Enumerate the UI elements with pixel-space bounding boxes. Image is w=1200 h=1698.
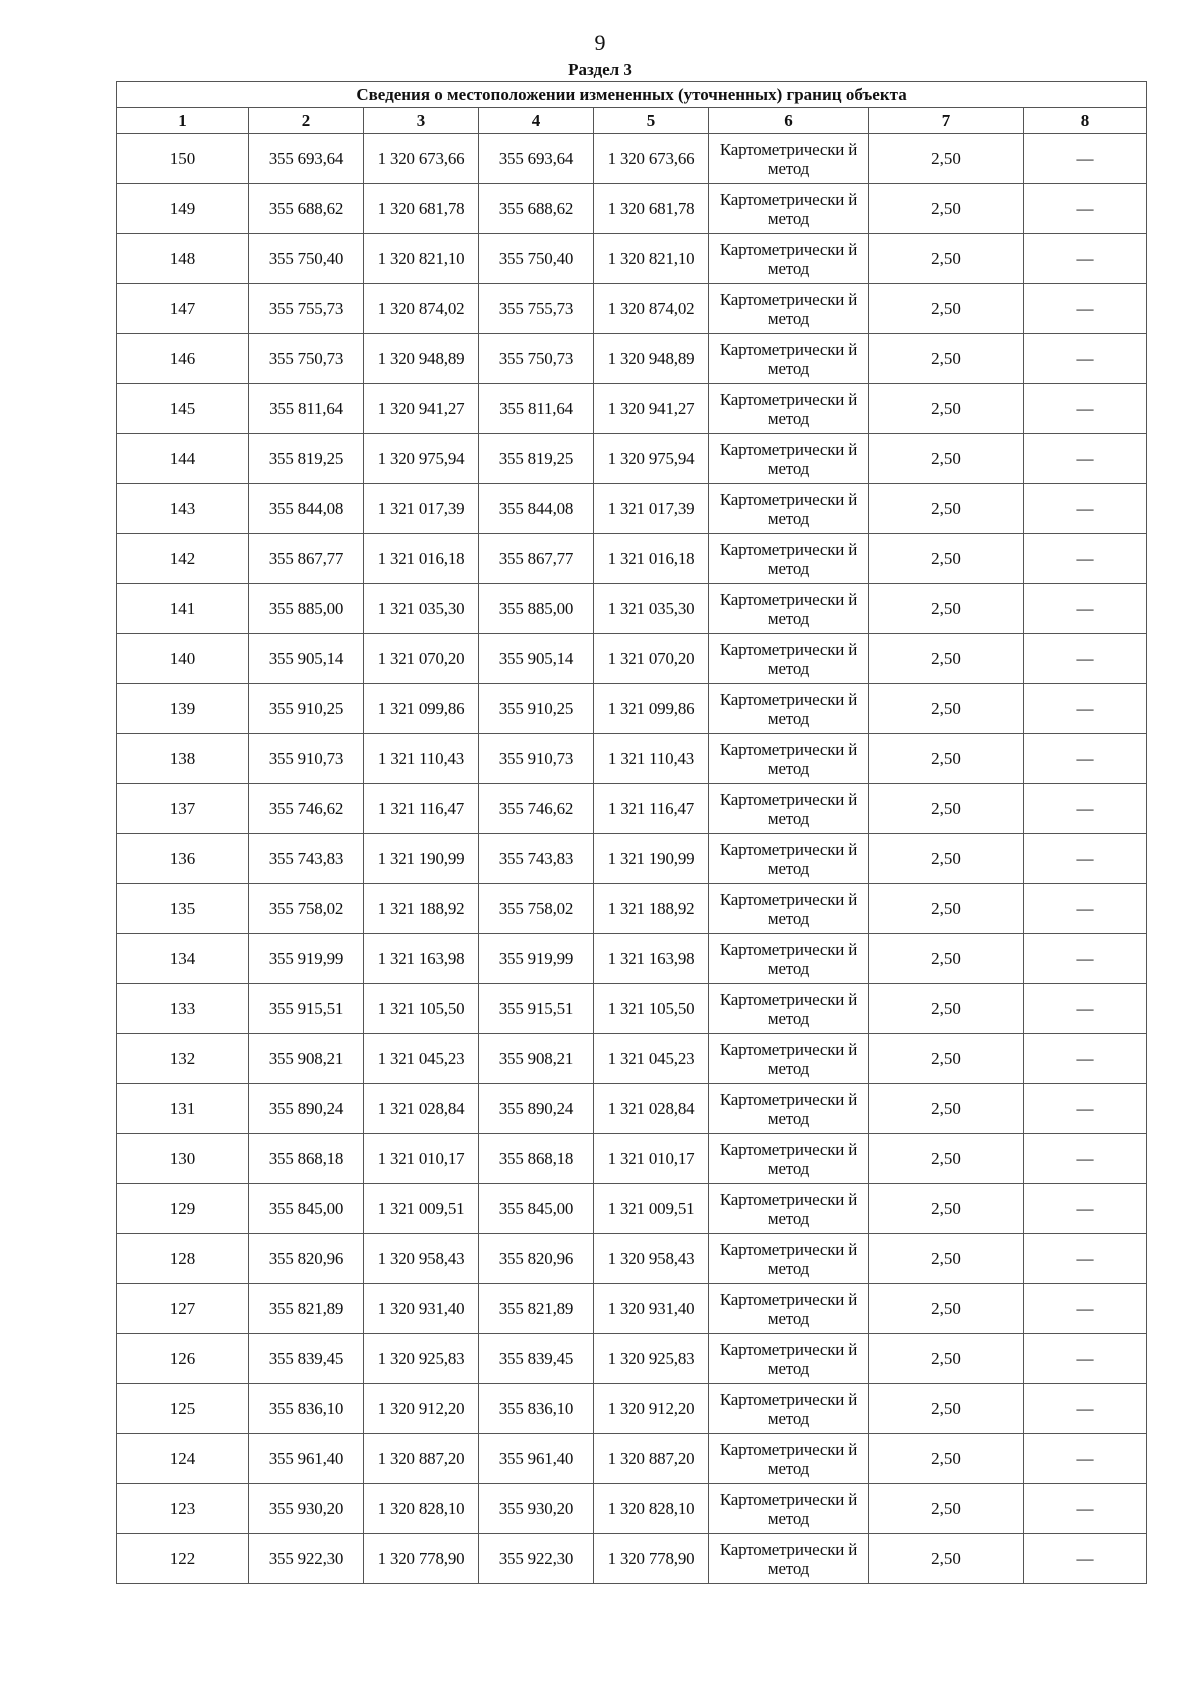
y-refined-cell: 1 320 941,27 [594, 384, 709, 434]
y-existing-cell: 1 320 925,83 [364, 1334, 479, 1384]
point-number-cell: 131 [117, 1084, 249, 1134]
y-refined-cell: 1 321 070,20 [594, 634, 709, 684]
accuracy-cell: 2,50 [869, 534, 1024, 584]
y-refined-cell: 1 320 828,10 [594, 1484, 709, 1534]
x-existing-cell: 355 910,25 [249, 684, 364, 734]
description-cell: — [1024, 784, 1147, 834]
x-refined-cell: 355 755,73 [479, 284, 594, 334]
y-existing-cell: 1 320 948,89 [364, 334, 479, 384]
accuracy-cell: 2,50 [869, 1484, 1024, 1534]
y-existing-cell: 1 320 821,10 [364, 234, 479, 284]
x-refined-cell: 355 919,99 [479, 934, 594, 984]
table-row [117, 1034, 1147, 1084]
description-cell: — [1024, 234, 1147, 284]
y-existing-cell: 1 321 010,17 [364, 1134, 479, 1184]
table-row [117, 534, 1147, 584]
description-cell: — [1024, 334, 1147, 384]
x-refined-cell: 355 885,00 [479, 584, 594, 634]
y-existing-cell: 1 320 874,02 [364, 284, 479, 334]
y-existing-cell: 1 321 163,98 [364, 934, 479, 984]
point-number-cell: 132 [117, 1034, 249, 1084]
x-existing-cell: 355 961,40 [249, 1434, 364, 1484]
x-existing-cell: 355 758,02 [249, 884, 364, 934]
table-row [117, 184, 1147, 234]
column-number-header: 8 [1024, 108, 1147, 134]
boundary-coordinates-table [116, 81, 1147, 1584]
method-cell: Картометрически й метод [709, 684, 869, 734]
x-refined-cell: 355 821,89 [479, 1284, 594, 1334]
table-row [117, 1484, 1147, 1534]
table-row [117, 734, 1147, 784]
y-existing-cell: 1 321 116,47 [364, 784, 479, 834]
description-cell: — [1024, 484, 1147, 534]
description-cell: — [1024, 284, 1147, 334]
description-cell: — [1024, 1034, 1147, 1084]
description-cell: — [1024, 1284, 1147, 1334]
point-number-cell: 126 [117, 1334, 249, 1384]
method-cell: Картометрически й метод [709, 234, 869, 284]
accuracy-cell: 2,50 [869, 934, 1024, 984]
accuracy-cell: 2,50 [869, 284, 1024, 334]
x-existing-cell: 355 905,14 [249, 634, 364, 684]
y-refined-cell: 1 320 681,78 [594, 184, 709, 234]
y-existing-cell: 1 320 975,94 [364, 434, 479, 484]
table-row [117, 634, 1147, 684]
table-row [117, 434, 1147, 484]
x-existing-cell: 355 811,64 [249, 384, 364, 434]
x-existing-cell: 355 845,00 [249, 1184, 364, 1234]
x-refined-cell: 355 820,96 [479, 1234, 594, 1284]
description-cell: — [1024, 1234, 1147, 1284]
point-number-cell: 122 [117, 1534, 249, 1584]
accuracy-cell: 2,50 [869, 434, 1024, 484]
y-refined-cell: 1 321 163,98 [594, 934, 709, 984]
table-row [117, 284, 1147, 334]
x-refined-cell: 355 844,08 [479, 484, 594, 534]
accuracy-cell: 2,50 [869, 184, 1024, 234]
accuracy-cell: 2,50 [869, 1534, 1024, 1584]
point-number-cell: 139 [117, 684, 249, 734]
method-cell: Картометрически й метод [709, 1434, 869, 1484]
table-row [117, 1284, 1147, 1334]
y-refined-cell: 1 321 009,51 [594, 1184, 709, 1234]
y-refined-cell: 1 321 110,43 [594, 734, 709, 784]
x-refined-cell: 355 910,25 [479, 684, 594, 734]
y-existing-cell: 1 320 912,20 [364, 1384, 479, 1434]
x-refined-cell: 355 868,18 [479, 1134, 594, 1184]
x-existing-cell: 355 743,83 [249, 834, 364, 884]
x-existing-cell: 355 819,25 [249, 434, 364, 484]
x-existing-cell: 355 908,21 [249, 1034, 364, 1084]
y-refined-cell: 1 320 931,40 [594, 1284, 709, 1334]
column-number-header: 7 [869, 108, 1024, 134]
y-existing-cell: 1 321 070,20 [364, 634, 479, 684]
y-refined-cell: 1 321 105,50 [594, 984, 709, 1034]
y-existing-cell: 1 320 673,66 [364, 134, 479, 184]
description-cell: — [1024, 434, 1147, 484]
y-refined-cell: 1 321 028,84 [594, 1084, 709, 1134]
point-number-cell: 133 [117, 984, 249, 1034]
x-refined-cell: 355 758,02 [479, 884, 594, 934]
description-cell: — [1024, 1084, 1147, 1134]
table-row [117, 784, 1147, 834]
y-refined-cell: 1 321 045,23 [594, 1034, 709, 1084]
y-refined-cell: 1 320 925,83 [594, 1334, 709, 1384]
point-number-cell: 138 [117, 734, 249, 784]
method-cell: Картометрически й метод [709, 784, 869, 834]
table-row [117, 684, 1147, 734]
x-refined-cell: 355 746,62 [479, 784, 594, 834]
table-row [117, 384, 1147, 434]
y-refined-cell: 1 320 887,20 [594, 1434, 709, 1484]
point-number-cell: 141 [117, 584, 249, 634]
description-cell: — [1024, 1184, 1147, 1234]
x-existing-cell: 355 844,08 [249, 484, 364, 534]
y-existing-cell: 1 320 958,43 [364, 1234, 479, 1284]
y-refined-cell: 1 321 010,17 [594, 1134, 709, 1184]
description-cell: — [1024, 984, 1147, 1034]
table-row [117, 1234, 1147, 1284]
y-existing-cell: 1 321 099,86 [364, 684, 479, 734]
table-row [117, 1084, 1147, 1134]
x-refined-cell: 355 922,30 [479, 1534, 594, 1584]
point-number-cell: 135 [117, 884, 249, 934]
table-row [117, 1184, 1147, 1234]
x-existing-cell: 355 746,62 [249, 784, 364, 834]
x-existing-cell: 355 915,51 [249, 984, 364, 1034]
table-row [117, 1334, 1147, 1384]
page-number: 9 [594, 30, 606, 55]
section-title: Раздел 3 [568, 60, 632, 79]
y-existing-cell: 1 321 105,50 [364, 984, 479, 1034]
method-cell: Картометрически й метод [709, 1234, 869, 1284]
method-cell: Картометрически й метод [709, 834, 869, 884]
method-cell: Картометрически й метод [709, 934, 869, 984]
accuracy-cell: 2,50 [869, 1084, 1024, 1134]
accuracy-cell: 2,50 [869, 1384, 1024, 1434]
x-refined-cell: 355 905,14 [479, 634, 594, 684]
y-refined-cell: 1 321 017,39 [594, 484, 709, 534]
accuracy-cell: 2,50 [869, 1284, 1024, 1334]
description-cell: — [1024, 384, 1147, 434]
table-row [117, 1534, 1147, 1584]
point-number-cell: 142 [117, 534, 249, 584]
y-existing-cell: 1 321 009,51 [364, 1184, 479, 1234]
x-existing-cell: 355 750,73 [249, 334, 364, 384]
y-refined-cell: 1 320 778,90 [594, 1534, 709, 1584]
method-cell: Картометрически й метод [709, 1334, 869, 1384]
accuracy-cell: 2,50 [869, 834, 1024, 884]
method-cell: Картометрически й метод [709, 1384, 869, 1434]
y-refined-cell: 1 320 821,10 [594, 234, 709, 284]
accuracy-cell: 2,50 [869, 1034, 1024, 1084]
table-row [117, 1134, 1147, 1184]
table-row [117, 334, 1147, 384]
x-existing-cell: 355 890,24 [249, 1084, 364, 1134]
point-number-cell: 140 [117, 634, 249, 684]
y-existing-cell: 1 320 887,20 [364, 1434, 479, 1484]
point-number-cell: 144 [117, 434, 249, 484]
y-existing-cell: 1 321 045,23 [364, 1034, 479, 1084]
table-row [117, 834, 1147, 884]
method-cell: Картометрически й метод [709, 1284, 869, 1334]
table-caption: Сведения о местоположении измененных (уточненных) границ объекта [117, 82, 1147, 108]
method-cell: Картометрически й метод [709, 884, 869, 934]
y-refined-cell: 1 320 958,43 [594, 1234, 709, 1284]
y-refined-cell: 1 321 116,47 [594, 784, 709, 834]
method-cell: Картометрически й метод [709, 284, 869, 334]
x-existing-cell: 355 922,30 [249, 1534, 364, 1584]
accuracy-cell: 2,50 [869, 734, 1024, 784]
point-number-cell: 148 [117, 234, 249, 284]
y-existing-cell: 1 321 016,18 [364, 534, 479, 584]
y-refined-cell: 1 321 099,86 [594, 684, 709, 734]
table-body [117, 134, 1147, 1584]
point-number-cell: 125 [117, 1384, 249, 1434]
y-refined-cell: 1 321 188,92 [594, 884, 709, 934]
description-cell: — [1024, 134, 1147, 184]
point-number-cell: 124 [117, 1434, 249, 1484]
x-existing-cell: 355 820,96 [249, 1234, 364, 1284]
point-number-cell: 129 [117, 1184, 249, 1234]
method-cell: Картометрически й метод [709, 584, 869, 634]
x-refined-cell: 355 915,51 [479, 984, 594, 1034]
description-cell: — [1024, 834, 1147, 884]
x-existing-cell: 355 750,40 [249, 234, 364, 284]
method-cell: Картометрически й метод [709, 534, 869, 584]
y-refined-cell: 1 320 874,02 [594, 284, 709, 334]
column-number-header: 2 [249, 108, 364, 134]
x-refined-cell: 355 750,40 [479, 234, 594, 284]
x-existing-cell: 355 885,00 [249, 584, 364, 634]
x-existing-cell: 355 755,73 [249, 284, 364, 334]
method-cell: Картометрически й метод [709, 1134, 869, 1184]
method-cell: Картометрически й метод [709, 634, 869, 684]
accuracy-cell: 2,50 [869, 584, 1024, 634]
point-number-cell: 136 [117, 834, 249, 884]
description-cell: — [1024, 1134, 1147, 1184]
accuracy-cell: 2,50 [869, 334, 1024, 384]
method-cell: Картометрически й метод [709, 1034, 869, 1084]
x-refined-cell: 355 693,64 [479, 134, 594, 184]
y-existing-cell: 1 321 110,43 [364, 734, 479, 784]
method-cell: Картометрически й метод [709, 1184, 869, 1234]
description-cell: — [1024, 1334, 1147, 1384]
method-cell: Картометрически й метод [709, 484, 869, 534]
method-cell: Картометрически й метод [709, 434, 869, 484]
x-refined-cell: 355 819,25 [479, 434, 594, 484]
accuracy-cell: 2,50 [869, 634, 1024, 684]
table-row [117, 234, 1147, 284]
description-cell: — [1024, 734, 1147, 784]
table-row [117, 884, 1147, 934]
y-refined-cell: 1 320 975,94 [594, 434, 709, 484]
y-refined-cell: 1 320 912,20 [594, 1384, 709, 1434]
y-existing-cell: 1 321 190,99 [364, 834, 479, 884]
accuracy-cell: 2,50 [869, 134, 1024, 184]
y-existing-cell: 1 320 828,10 [364, 1484, 479, 1534]
column-number-header: 1 [117, 108, 249, 134]
column-number-header: 5 [594, 108, 709, 134]
y-existing-cell: 1 321 028,84 [364, 1084, 479, 1134]
accuracy-cell: 2,50 [869, 1134, 1024, 1184]
y-refined-cell: 1 320 673,66 [594, 134, 709, 184]
method-cell: Картометрически й метод [709, 384, 869, 434]
accuracy-cell: 2,50 [869, 1184, 1024, 1234]
point-number-cell: 143 [117, 484, 249, 534]
method-cell: Картометрически й метод [709, 984, 869, 1034]
column-number-header: 3 [364, 108, 479, 134]
method-cell: Картометрически й метод [709, 1534, 869, 1584]
method-cell: Картометрически й метод [709, 334, 869, 384]
x-existing-cell: 355 839,45 [249, 1334, 364, 1384]
y-existing-cell: 1 321 188,92 [364, 884, 479, 934]
x-refined-cell: 355 743,83 [479, 834, 594, 884]
x-refined-cell: 355 908,21 [479, 1034, 594, 1084]
method-cell: Картометрически й метод [709, 184, 869, 234]
table-row [117, 584, 1147, 634]
x-existing-cell: 355 688,62 [249, 184, 364, 234]
point-number-cell: 128 [117, 1234, 249, 1284]
x-refined-cell: 355 890,24 [479, 1084, 594, 1134]
table-row [117, 1434, 1147, 1484]
description-cell: — [1024, 534, 1147, 584]
y-existing-cell: 1 320 778,90 [364, 1534, 479, 1584]
point-number-cell: 146 [117, 334, 249, 384]
accuracy-cell: 2,50 [869, 1234, 1024, 1284]
x-refined-cell: 355 961,40 [479, 1434, 594, 1484]
x-refined-cell: 355 836,10 [479, 1384, 594, 1434]
x-refined-cell: 355 839,45 [479, 1334, 594, 1384]
x-refined-cell: 355 750,73 [479, 334, 594, 384]
table-row [117, 484, 1147, 534]
point-number-cell: 150 [117, 134, 249, 184]
x-existing-cell: 355 821,89 [249, 1284, 364, 1334]
x-existing-cell: 355 867,77 [249, 534, 364, 584]
table-row [117, 1384, 1147, 1434]
accuracy-cell: 2,50 [869, 984, 1024, 1034]
table-row [117, 934, 1147, 984]
point-number-cell: 134 [117, 934, 249, 984]
accuracy-cell: 2,50 [869, 784, 1024, 834]
table-row [117, 134, 1147, 184]
table-caption-row [117, 82, 1147, 108]
description-cell: — [1024, 184, 1147, 234]
accuracy-cell: 2,50 [869, 1434, 1024, 1484]
table-row [117, 984, 1147, 1034]
description-cell: — [1024, 684, 1147, 734]
description-cell: — [1024, 1534, 1147, 1584]
x-existing-cell: 355 836,10 [249, 1384, 364, 1434]
x-refined-cell: 355 845,00 [479, 1184, 594, 1234]
y-refined-cell: 1 320 948,89 [594, 334, 709, 384]
description-cell: — [1024, 1384, 1147, 1434]
x-refined-cell: 355 930,20 [479, 1484, 594, 1534]
description-cell: — [1024, 934, 1147, 984]
column-number-header: 6 [709, 108, 869, 134]
accuracy-cell: 2,50 [869, 1334, 1024, 1384]
description-cell: — [1024, 1434, 1147, 1484]
point-number-cell: 145 [117, 384, 249, 434]
y-existing-cell: 1 320 941,27 [364, 384, 479, 434]
method-cell: Картометрически й метод [709, 1084, 869, 1134]
x-existing-cell: 355 693,64 [249, 134, 364, 184]
point-number-cell: 127 [117, 1284, 249, 1334]
method-cell: Картометрически й метод [709, 734, 869, 784]
column-number-row [117, 108, 1147, 134]
point-number-cell: 149 [117, 184, 249, 234]
point-number-cell: 123 [117, 1484, 249, 1534]
description-cell: — [1024, 634, 1147, 684]
x-refined-cell: 355 910,73 [479, 734, 594, 784]
y-existing-cell: 1 320 931,40 [364, 1284, 479, 1334]
column-number-header: 4 [479, 108, 594, 134]
y-refined-cell: 1 321 190,99 [594, 834, 709, 884]
y-refined-cell: 1 321 016,18 [594, 534, 709, 584]
accuracy-cell: 2,50 [869, 234, 1024, 284]
x-refined-cell: 355 811,64 [479, 384, 594, 434]
y-existing-cell: 1 321 017,39 [364, 484, 479, 534]
y-refined-cell: 1 321 035,30 [594, 584, 709, 634]
x-existing-cell: 355 910,73 [249, 734, 364, 784]
method-cell: Картометрически й метод [709, 134, 869, 184]
point-number-cell: 147 [117, 284, 249, 334]
x-refined-cell: 355 867,77 [479, 534, 594, 584]
x-existing-cell: 355 919,99 [249, 934, 364, 984]
x-existing-cell: 355 868,18 [249, 1134, 364, 1184]
y-existing-cell: 1 320 681,78 [364, 184, 479, 234]
y-existing-cell: 1 321 035,30 [364, 584, 479, 634]
description-cell: — [1024, 584, 1147, 634]
accuracy-cell: 2,50 [869, 384, 1024, 434]
description-cell: — [1024, 884, 1147, 934]
accuracy-cell: 2,50 [869, 684, 1024, 734]
description-cell: — [1024, 1484, 1147, 1534]
x-refined-cell: 355 688,62 [479, 184, 594, 234]
point-number-cell: 130 [117, 1134, 249, 1184]
method-cell: Картометрически й метод [709, 1484, 869, 1534]
point-number-cell: 137 [117, 784, 249, 834]
x-existing-cell: 355 930,20 [249, 1484, 364, 1534]
accuracy-cell: 2,50 [869, 484, 1024, 534]
accuracy-cell: 2,50 [869, 884, 1024, 934]
